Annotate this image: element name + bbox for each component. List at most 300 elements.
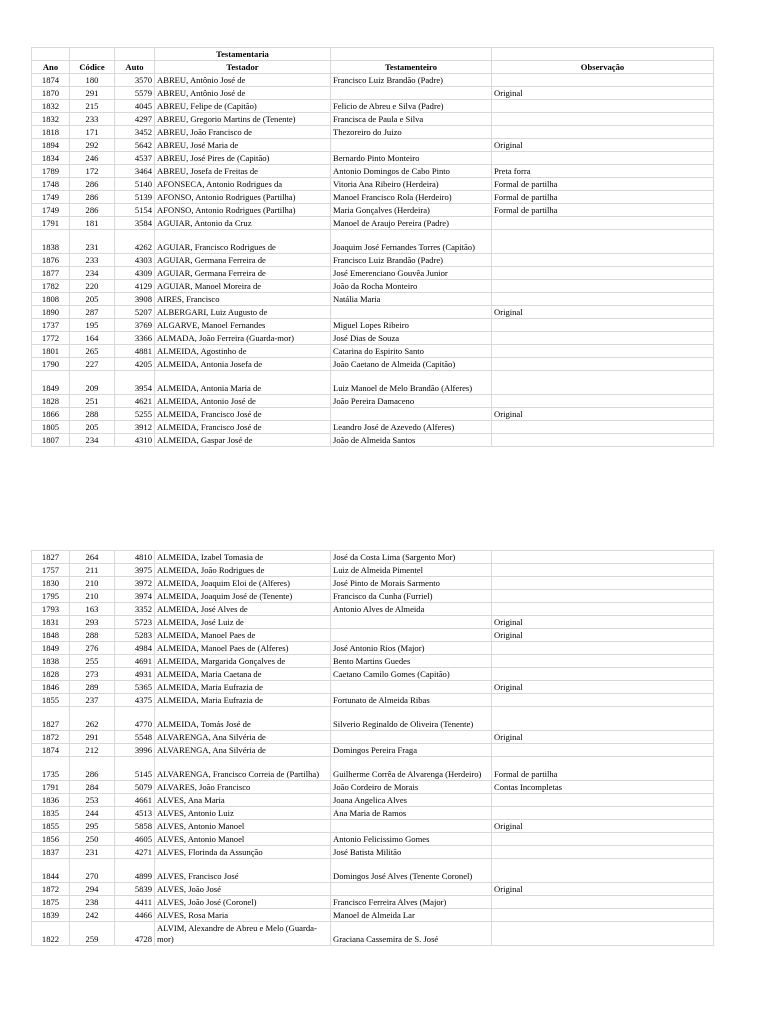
- table-row: [32, 820, 714, 833]
- cell-observacao: [492, 668, 714, 681]
- cell-testamenteiro: [331, 629, 492, 642]
- table-row: [32, 883, 714, 896]
- cell-testador: ALVES, Antonio Manoel: [155, 833, 331, 846]
- cell-testador: ALVIM, Alexandre de Abreu e Melo (Guarda-mor): [155, 922, 331, 946]
- cell-codice: 209: [70, 371, 115, 395]
- cell-codice: 288: [70, 408, 115, 421]
- cell-codice: 286: [70, 757, 115, 781]
- cell-ano: 1872: [32, 883, 70, 896]
- cell-testamenteiro: Joaquim José Fernandes Torres (Capitão): [331, 230, 492, 254]
- cell-testador: ALMEIDA, Francisco José de: [155, 408, 331, 421]
- cell-testador: ABREU, Antônio José de: [155, 87, 331, 100]
- cell-ano: 1832: [32, 100, 70, 113]
- cell-codice: 234: [70, 267, 115, 280]
- cell-observacao: [492, 345, 714, 358]
- cell-codice: 210: [70, 577, 115, 590]
- cell-observacao: [492, 74, 714, 87]
- cell-ano: 1831: [32, 616, 70, 629]
- cell-ano: 1818: [32, 126, 70, 139]
- cell-testamenteiro: Catarina do Espirito Santo: [331, 345, 492, 358]
- cell-testamenteiro: João Cordeiro de Morais: [331, 781, 492, 794]
- cell-ano: 1737: [32, 319, 70, 332]
- cell-observacao: [492, 642, 714, 655]
- cell-testador: ALMEIDA, Joaquim Eloi de (Alferes): [155, 577, 331, 590]
- cell-testador: ALMEIDA, José Luiz de: [155, 616, 331, 629]
- cell-codice: 238: [70, 896, 115, 909]
- records-body-top: [32, 74, 714, 447]
- cell-testamenteiro: Luiz Manoel de Melo Brandão (Alferes): [331, 371, 492, 395]
- cell-testamenteiro: Silverio Reginaldo de Oliveira (Tenente): [331, 707, 492, 731]
- table-row: [32, 681, 714, 694]
- cell-testamenteiro: Francisco da Cunha (Furriel): [331, 590, 492, 603]
- cell-observacao: Original: [492, 629, 714, 642]
- table-row: [32, 408, 714, 421]
- cell-testamenteiro: Domingos Pereira Fraga: [331, 744, 492, 757]
- cell-testador: ALMEIDA, Maria Eufrazia de: [155, 694, 331, 707]
- cell-auto: 4537: [115, 152, 155, 165]
- cell-observacao: Formal de partilha: [492, 191, 714, 204]
- cell-codice: 286: [70, 204, 115, 217]
- cell-codice: 294: [70, 883, 115, 896]
- cell-testador: ALMEIDA, Joaquim José de (Tenente): [155, 590, 331, 603]
- table-row: [32, 230, 714, 254]
- cell-auto: 5365: [115, 681, 155, 694]
- cell-testador: ALMADA, João Ferreira (Guarda-mor): [155, 332, 331, 345]
- cell-auto: 5139: [115, 191, 155, 204]
- cell-auto: 3974: [115, 590, 155, 603]
- cell-auto: 5839: [115, 883, 155, 896]
- cell-testador: ALMEIDA, Manoel Paes de (Alferes): [155, 642, 331, 655]
- cell-ano: 1749: [32, 191, 70, 204]
- cell-testador: ALVARES, João Francisco: [155, 781, 331, 794]
- cell-observacao: [492, 332, 714, 345]
- cell-testamenteiro: João Caetano de Almeida (Capitão): [331, 358, 492, 371]
- cell-observacao: Original: [492, 408, 714, 421]
- cell-codice: 181: [70, 217, 115, 230]
- cell-observacao: [492, 100, 714, 113]
- cell-testamenteiro: Bento Martins Guedes: [331, 655, 492, 668]
- cell-observacao: [492, 707, 714, 731]
- cell-codice: 253: [70, 794, 115, 807]
- cell-testamenteiro: [331, 820, 492, 833]
- cell-auto: 5548: [115, 731, 155, 744]
- cell-codice: 284: [70, 781, 115, 794]
- cell-codice: 233: [70, 113, 115, 126]
- cell-auto: 5723: [115, 616, 155, 629]
- cell-ano: 1772: [32, 332, 70, 345]
- cell-observacao: [492, 655, 714, 668]
- cell-ano: 1827: [32, 551, 70, 564]
- cell-testamenteiro: Guilherme Corrêa de Alvarenga (Herdeiro): [331, 757, 492, 781]
- cell-codice: 180: [70, 74, 115, 87]
- cell-testador: AGUIAR, Manoel Moreira de: [155, 280, 331, 293]
- cell-testamenteiro: Joana Angelica Alves: [331, 794, 492, 807]
- cell-testador: ALVES, Ana Maria: [155, 794, 331, 807]
- table-row: [32, 577, 714, 590]
- cell-testador: ALMEIDA, Agostinho de: [155, 345, 331, 358]
- cell-testamenteiro: Antonio Domingos de Cabo Pinto: [331, 165, 492, 178]
- cell-ano: 1839: [32, 909, 70, 922]
- cell-testador: ABREU, Felipe de (Capitão): [155, 100, 331, 113]
- cell-testador: ABREU, José Pires de (Capitão): [155, 152, 331, 165]
- cell-testador: ALVES, João José: [155, 883, 331, 896]
- cell-codice: 171: [70, 126, 115, 139]
- cell-ano: 1822: [32, 922, 70, 946]
- cell-observacao: [492, 421, 714, 434]
- cell-observacao: Original: [492, 139, 714, 152]
- records-body-bottom: [32, 551, 714, 946]
- cell-testamenteiro: Graciana Cassemira de S. José: [331, 922, 492, 946]
- cell-codice: 251: [70, 395, 115, 408]
- table-row: [32, 551, 714, 564]
- cell-codice: 288: [70, 629, 115, 642]
- table-row: [32, 395, 714, 408]
- cell-ano: 1872: [32, 731, 70, 744]
- table-row: [32, 655, 714, 668]
- cell-observacao: [492, 833, 714, 846]
- cell-testador: ALMEIDA, João Rodrigues de: [155, 564, 331, 577]
- cell-ano: 1834: [32, 152, 70, 165]
- cell-codice: 286: [70, 191, 115, 204]
- table-row: [32, 807, 714, 820]
- cell-codice: 233: [70, 254, 115, 267]
- cell-ano: 1830: [32, 577, 70, 590]
- cell-testamenteiro: [331, 616, 492, 629]
- cell-ano: 1838: [32, 230, 70, 254]
- cell-testador: ALMEIDA, Antonia Josefa de: [155, 358, 331, 371]
- cell-observacao: [492, 293, 714, 306]
- cell-ano: 1874: [32, 744, 70, 757]
- cell-observacao: [492, 280, 714, 293]
- cell-ano: 1805: [32, 421, 70, 434]
- cell-observacao: [492, 909, 714, 922]
- cell-codice: 255: [70, 655, 115, 668]
- cell-auto: 4129: [115, 280, 155, 293]
- col-header-observacao: Observação: [492, 61, 714, 74]
- cell-ano: 1848: [32, 629, 70, 642]
- cell-auto: 4810: [115, 551, 155, 564]
- table-row: [32, 616, 714, 629]
- cell-observacao: [492, 152, 714, 165]
- cell-ano: 1894: [32, 139, 70, 152]
- cell-auto: 4045: [115, 100, 155, 113]
- cell-auto: 3352: [115, 603, 155, 616]
- cell-ano: 1782: [32, 280, 70, 293]
- table-row: [32, 896, 714, 909]
- cell-testamenteiro: José Batista Militão: [331, 846, 492, 859]
- col-header-testamenteiro: Testamenteiro: [331, 61, 492, 74]
- cell-observacao: [492, 371, 714, 395]
- cell-testador: ALMEIDA, Gaspar José de: [155, 434, 331, 447]
- cell-codice: 295: [70, 820, 115, 833]
- table-row: [32, 694, 714, 707]
- cell-auto: 4309: [115, 267, 155, 280]
- cell-ano: 1795: [32, 590, 70, 603]
- cell-testamenteiro: Natália Maria: [331, 293, 492, 306]
- cell-codice: 291: [70, 731, 115, 744]
- group-header-row: [32, 48, 714, 61]
- cell-auto: 5579: [115, 87, 155, 100]
- cell-testador: ALVARENGA, Ana Silvéria de: [155, 731, 331, 744]
- table-row: [32, 74, 714, 87]
- cell-testador: ABREU, João Francisco de: [155, 126, 331, 139]
- cell-observacao: [492, 590, 714, 603]
- cell-ano: 1875: [32, 896, 70, 909]
- cell-testador: ALVES, Antonio Luiz: [155, 807, 331, 820]
- cell-testamenteiro: Bernardo Pinto Monteiro: [331, 152, 492, 165]
- table-row: [32, 421, 714, 434]
- cell-codice: 259: [70, 922, 115, 946]
- table-row: [32, 668, 714, 681]
- table-row: [32, 922, 714, 946]
- cell-testamenteiro: Manoel Francisco Rola (Herdeiro): [331, 191, 492, 204]
- cell-testamenteiro: Vitoria Ana Ribeiro (Herdeira): [331, 178, 492, 191]
- cell-ano: 1793: [32, 603, 70, 616]
- table-row: [32, 126, 714, 139]
- cell-auto: 5255: [115, 408, 155, 421]
- cell-codice: 234: [70, 434, 115, 447]
- cell-testamenteiro: Francisco Luiz Brandão (Padre): [331, 74, 492, 87]
- cell-auto: 3912: [115, 421, 155, 434]
- cell-ano: 1789: [32, 165, 70, 178]
- cell-testador: AFONSO, Antonio Rodrigues (Partilha): [155, 204, 331, 217]
- col-header-codice: Códice: [70, 61, 115, 74]
- cell-codice: 286: [70, 178, 115, 191]
- cell-ano: 1801: [32, 345, 70, 358]
- cell-testador: ALMEIDA, Margarida Gonçalves de: [155, 655, 331, 668]
- cell-observacao: [492, 922, 714, 946]
- table-row: [32, 280, 714, 293]
- table-row: [32, 642, 714, 655]
- cell-testador: ALMEIDA, Antonia Maria de: [155, 371, 331, 395]
- cell-testador: AGUIAR, Germana Ferreira de: [155, 267, 331, 280]
- cell-observacao: [492, 217, 714, 230]
- cell-testamenteiro: Manoel de Almeida Lar: [331, 909, 492, 922]
- cell-testador: ALMEIDA, Maria Eufrazia de: [155, 681, 331, 694]
- cell-auto: 3570: [115, 74, 155, 87]
- col-header-auto: Auto: [115, 61, 155, 74]
- cell-ano: 1832: [32, 113, 70, 126]
- cell-testador: ALVES, Rosa Maria: [155, 909, 331, 922]
- table-row: [32, 165, 714, 178]
- table-row: [32, 781, 714, 794]
- cell-testador: ALVARENGA, Ana Silvéria de: [155, 744, 331, 757]
- cell-ano: 1844: [32, 859, 70, 883]
- cell-testamenteiro: Domingos José Alves (Tenente Coronel): [331, 859, 492, 883]
- cell-observacao: Original: [492, 820, 714, 833]
- cell-ano: 1828: [32, 668, 70, 681]
- cell-codice: 231: [70, 846, 115, 859]
- cell-codice: 211: [70, 564, 115, 577]
- cell-testamenteiro: Francisca de Paula e Silva: [331, 113, 492, 126]
- cell-auto: 4205: [115, 358, 155, 371]
- table-row: [32, 100, 714, 113]
- cell-ano: 1748: [32, 178, 70, 191]
- table-row: [32, 178, 714, 191]
- cell-testador: AGUIAR, Germana Ferreira de: [155, 254, 331, 267]
- cell-observacao: Formal de partilha: [492, 204, 714, 217]
- cell-auto: 4262: [115, 230, 155, 254]
- cell-ano: 1866: [32, 408, 70, 421]
- cell-auto: 5858: [115, 820, 155, 833]
- cell-testamenteiro: [331, 87, 492, 100]
- cell-codice: 195: [70, 319, 115, 332]
- cell-testamenteiro: José Dias de Souza: [331, 332, 492, 345]
- cell-observacao: [492, 267, 714, 280]
- cell-codice: 246: [70, 152, 115, 165]
- cell-auto: 3972: [115, 577, 155, 590]
- cell-observacao: [492, 434, 714, 447]
- cell-auto: 4728: [115, 922, 155, 946]
- cell-testamenteiro: Miguel Lopes Ribeiro: [331, 319, 492, 332]
- cell-auto: 5140: [115, 178, 155, 191]
- cell-auto: 5145: [115, 757, 155, 781]
- group-header-testamentaria: Testamentaria: [155, 48, 331, 61]
- cell-testador: ALMEIDA, Maria Caetana de: [155, 668, 331, 681]
- cell-observacao: [492, 564, 714, 577]
- table-row: [32, 293, 714, 306]
- cell-ano: 1837: [32, 846, 70, 859]
- table-row: [32, 345, 714, 358]
- cell-testamenteiro: Maria Gonçalves (Herdeira): [331, 204, 492, 217]
- cell-testador: ABREU, Antônio José de: [155, 74, 331, 87]
- cell-observacao: [492, 846, 714, 859]
- cell-testador: AFONSO, Antonio Rodrigues (Partilha): [155, 191, 331, 204]
- cell-auto: 3366: [115, 332, 155, 345]
- table-row: [32, 204, 714, 217]
- cell-auto: 4605: [115, 833, 155, 846]
- col-header-testador: Testador: [155, 61, 331, 74]
- cell-observacao: Original: [492, 731, 714, 744]
- cell-testador: AFONSECA, Antonio Rodrigues da: [155, 178, 331, 191]
- cell-auto: 4770: [115, 707, 155, 731]
- cell-auto: 3908: [115, 293, 155, 306]
- cell-auto: 4375: [115, 694, 155, 707]
- cell-auto: 3584: [115, 217, 155, 230]
- table-row: [32, 267, 714, 280]
- cell-codice: 244: [70, 807, 115, 820]
- cell-observacao: [492, 744, 714, 757]
- table-row: [32, 332, 714, 345]
- cell-testamenteiro: [331, 883, 492, 896]
- cell-codice: 210: [70, 590, 115, 603]
- cell-testamenteiro: José Emerenciano Gouvêa Junior: [331, 267, 492, 280]
- cell-auto: 5154: [115, 204, 155, 217]
- cell-auto: 4899: [115, 859, 155, 883]
- cell-codice: 172: [70, 165, 115, 178]
- cell-observacao: Original: [492, 616, 714, 629]
- cell-testamenteiro: João de Almeida Santos: [331, 434, 492, 447]
- cell-codice: 212: [70, 744, 115, 757]
- cell-ano: 1838: [32, 655, 70, 668]
- cell-observacao: [492, 577, 714, 590]
- cell-testamenteiro: [331, 731, 492, 744]
- table-row: [32, 254, 714, 267]
- cell-auto: 4513: [115, 807, 155, 820]
- cell-codice: 231: [70, 230, 115, 254]
- cell-codice: 291: [70, 87, 115, 100]
- table-row: [32, 87, 714, 100]
- table-row: [32, 707, 714, 731]
- cell-testamenteiro: Francisco Ferreira Alves (Major): [331, 896, 492, 909]
- table-row: [32, 371, 714, 395]
- cell-codice: 264: [70, 551, 115, 564]
- cell-testamenteiro: Felicio de Abreu e Silva (Padre): [331, 100, 492, 113]
- cell-codice: 227: [70, 358, 115, 371]
- cell-testamenteiro: Fortunato de Almeida Ribas: [331, 694, 492, 707]
- cell-testamenteiro: José da Costa Lima (Sargento Mor): [331, 551, 492, 564]
- cell-testamenteiro: Luiz de Almeida Pimentel: [331, 564, 492, 577]
- cell-testamenteiro: [331, 306, 492, 319]
- cell-codice: 292: [70, 139, 115, 152]
- cell-ano: 1849: [32, 642, 70, 655]
- cell-ano: 1835: [32, 807, 70, 820]
- cell-codice: 262: [70, 707, 115, 731]
- cell-testador: ALMEIDA, José Alves de: [155, 603, 331, 616]
- cell-ano: 1877: [32, 267, 70, 280]
- cell-observacao: Contas Incompletas: [492, 781, 714, 794]
- cell-auto: 4881: [115, 345, 155, 358]
- cell-observacao: [492, 395, 714, 408]
- cell-observacao: [492, 859, 714, 883]
- cell-ano: 1849: [32, 371, 70, 395]
- cell-testador: ALVARENGA, Francisco Correia de (Partilha): [155, 757, 331, 781]
- cell-ano: 1808: [32, 293, 70, 306]
- cell-auto: 5207: [115, 306, 155, 319]
- cell-testamenteiro: José Pinto de Morais Sarmento: [331, 577, 492, 590]
- cell-codice: 250: [70, 833, 115, 846]
- table-row: [32, 744, 714, 757]
- table-row: [32, 846, 714, 859]
- cell-observacao: Formal de partilha: [492, 178, 714, 191]
- cell-testador: ABREU, José Maria de: [155, 139, 331, 152]
- cell-testador: ALMEIDA, Francisco José de: [155, 421, 331, 434]
- cell-observacao: [492, 603, 714, 616]
- cell-auto: 4411: [115, 896, 155, 909]
- cell-codice: 237: [70, 694, 115, 707]
- cell-codice: 289: [70, 681, 115, 694]
- cell-auto: 4661: [115, 794, 155, 807]
- cell-testamenteiro: [331, 681, 492, 694]
- table-row: [32, 358, 714, 371]
- cell-observacao: [492, 807, 714, 820]
- table-row: [32, 564, 714, 577]
- cell-codice: 276: [70, 642, 115, 655]
- cell-codice: 265: [70, 345, 115, 358]
- cell-ano: 1874: [32, 74, 70, 87]
- cell-auto: 4271: [115, 846, 155, 859]
- cell-ano: 1807: [32, 434, 70, 447]
- cell-ano: 1876: [32, 254, 70, 267]
- cell-auto: 4691: [115, 655, 155, 668]
- cell-auto: 3452: [115, 126, 155, 139]
- table-row: [32, 217, 714, 230]
- cell-testamenteiro: Francisco Luiz Brandão (Padre): [331, 254, 492, 267]
- table-row: [32, 113, 714, 126]
- cell-auto: 4984: [115, 642, 155, 655]
- cell-testamenteiro: Leandro José de Azevedo (Alferes): [331, 421, 492, 434]
- cell-codice: 293: [70, 616, 115, 629]
- cell-auto: 4466: [115, 909, 155, 922]
- cell-observacao: [492, 794, 714, 807]
- cell-ano: 1790: [32, 358, 70, 371]
- records-table-bottom: [31, 550, 714, 946]
- cell-observacao: [492, 694, 714, 707]
- cell-testador: ALVES, Francisco José: [155, 859, 331, 883]
- cell-ano: 1890: [32, 306, 70, 319]
- cell-codice: 164: [70, 332, 115, 345]
- cell-observacao: Original: [492, 87, 714, 100]
